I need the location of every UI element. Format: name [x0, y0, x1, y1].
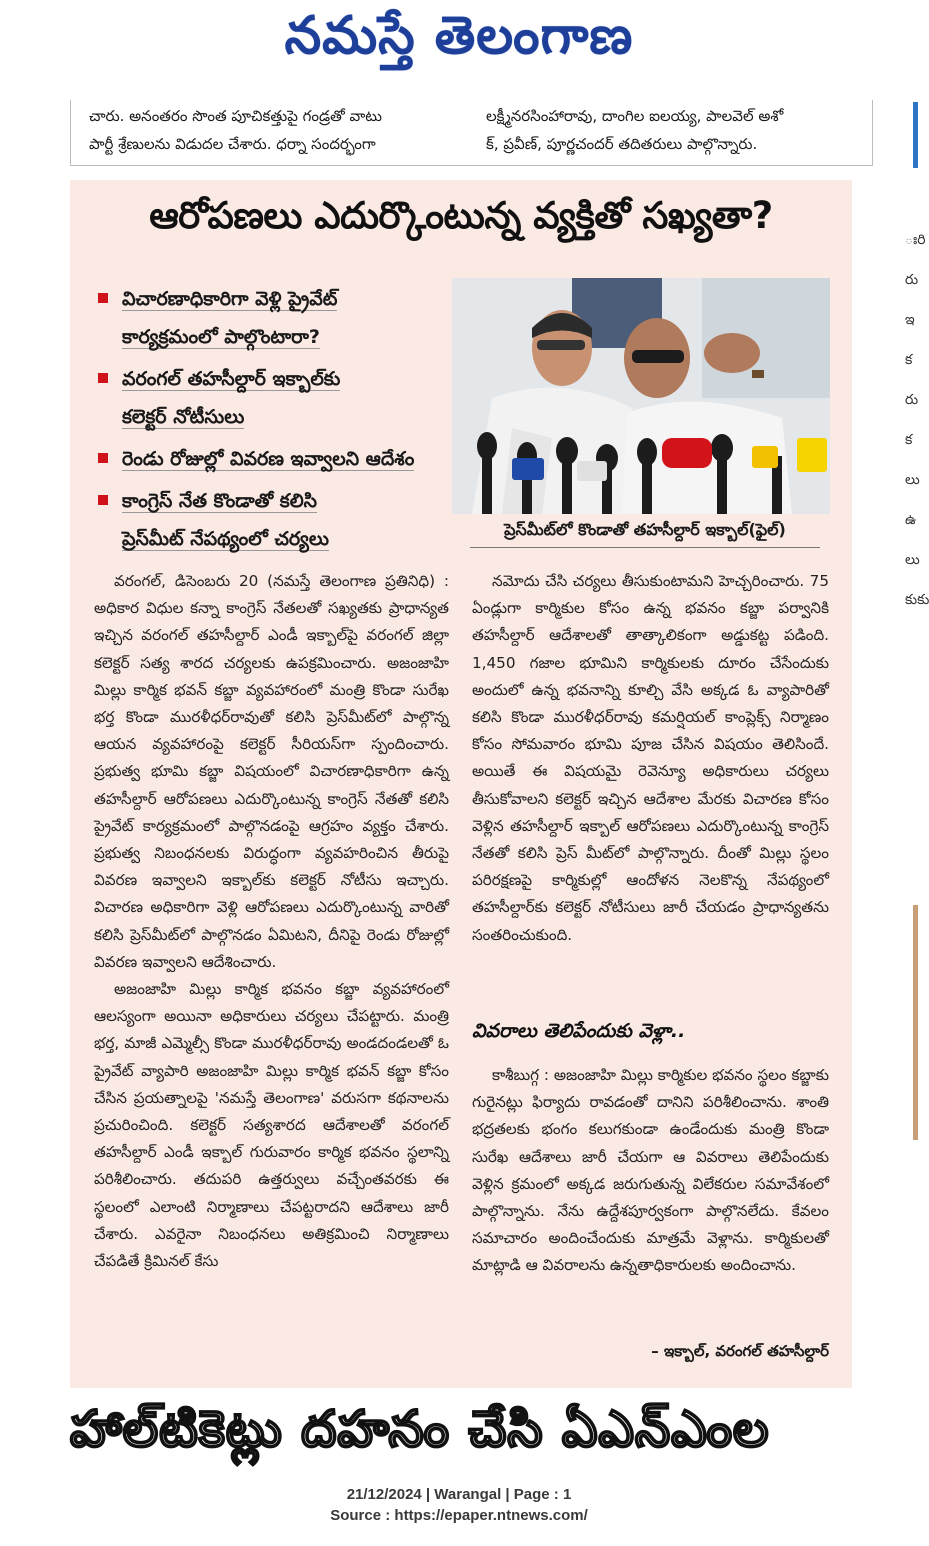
adjacent-photo-edge — [913, 905, 918, 1140]
previous-story-line: లక్ష్మీనరసింహారావు, దాంగిల ఐలయ్య, పాలవెల్ అశో — [486, 107, 784, 125]
photo-caption: ప్రెస్‌మీట్‌లో కొండాతో తహసీల్దార్ ఇక్బాల్(ఫైల్) — [470, 520, 820, 548]
article-body-left-column — [94, 568, 449, 1275]
bullet-square-icon — [98, 495, 108, 505]
page-footer — [0, 1484, 918, 1526]
highlight-line: విచారణాధికారిగా వెళ్లి ప్రైవేట్ — [122, 288, 338, 310]
article-paragraph: వరంగల్, డిసెంబరు 20 (నమస్తే తెలంగాణ ప్రతినిధి) : అధికార విధుల కన్నా కాంగ్రెస్ నేతలతో సఖ్యతకు ప్రాధాన్యత ఇచ్చిన వరంగల్ తహసీల్దార్ ఎండీ ఇక్బాల్‌పై వరంగల్ జిల్లా కలెక్టర్ సత్య శారద చర్యలకు ఉపక్రమించారు. అజంజాహి మిల్లు కార్మిక భవన్ కబ్జా వ్యవహారంలో మంత్రి కొండా సురేఖ భర్త కొండా మురళీధర్‌రావుతో కలిసి ప్రెస్‌మీట్‌లో పాల్గొన్న ఆయన వ్యవహారంపై కలెక్టర్ సీరియస్‌గా స్పందించారు. ప్రభుత్వ భూమి కబ్జా విషయంలో విచారణాధికారిగా ఉన్న తహసీల్దార్ ఆరోపణలు ఎదుర్కొంటున్న కాంగ్రెస్ నేతతో కలిసి ప్రైవేట్ కార్యక్రమంలో పాల్గొనడంపై ఆగ్రహం వ్యక్తం చేశారు. ప్రభుత్వ నిబంధనలకు విరుద్ధంగా వ్యవహరించిన తీరుపై వివరణ ఇవ్వాలని ఇక్బాల్‌కు కలెక్టర్ నోటీసు ఇచ్చారు. విచారణ అధికారిగా వెళ్లి ఆరోపణలు ఎదుర్కొంటున్న వారితో కలిసి ప్రెస్‌మీట్‌లో పాల్గొనడం ఏమిటని, దీనిపై రెండు రోజుల్లో వివరణ ఇవ్వాలని ఆదేశించారు. — [94, 572, 449, 971]
source-link[interactable]: Source : https://epaper.ntnews.com/ — [330, 1507, 588, 1524]
edition-info: 21/12/2024 | Warangal | Page : 1 — [346, 1486, 572, 1503]
highlight-line: రెండు రోజుల్లో వివరణ ఇవ్వాలని ఆదేశం — [122, 448, 415, 470]
highlight-item — [94, 280, 459, 356]
article-headline: ఆరోపణలు ఎదుర్కొంటున్న వ్యక్తితో సఖ్యతా? — [149, 194, 773, 237]
highlight-line: కలెక్టర్ నోటీసులు — [122, 406, 245, 428]
bullet-square-icon — [98, 293, 108, 303]
previous-story-right-column — [486, 102, 866, 158]
highlight-item — [94, 360, 459, 436]
adjacent-column-edge — [905, 100, 929, 1400]
article-highlights — [94, 280, 459, 562]
highlight-item — [94, 482, 459, 558]
sidebar-paragraph: కాశీబుగ్గ : అజంజాహి మిల్లు కార్మికుల భవనం స్థలం కబ్జాకు గురైనట్లు ఫిర్యాదు రావడంతో దానిని పరిశీలించాను. శాంతి భద్రతలకు భంగం కలుగకుండా ఉండేందుకు మంత్రి కొండా సురేఖ ఆదేశాలు జారీ చేయగా ఆ వివరాలు తెలిపేందుకు వెళ్లిన క్రమంలో అక్కడ జరుగుతున్న విలేకరుల సమావేశంలో పాల్గొన్నాను. నేను ఉద్దేశపూర్వకంగా పాల్గొనలేదు. కేవలం సమాచారం అందించేందుకు మాత్రమే వెళ్లాను. కార్మికులతో మాట్లాడి ఆ వివరాలను ఉన్నతాధికారులకు అందించాను. — [472, 1066, 829, 1275]
masthead-title: నమస్తే తెలంగాణ — [284, 6, 634, 66]
highlight-line: కాంగ్రెస్ నేత కొండాతో కలిసి — [122, 490, 317, 512]
highlight-line: ప్రెస్‌మీట్ నేపథ్యంలో చర్యలు — [122, 528, 329, 550]
sidebar-attribution: – ఇక్బాల్, వరంగల్ తహసీల్దార్ — [651, 1342, 829, 1360]
previous-story-line: పార్టీ శ్రేణులను విడుదల చేశారు. ధర్నా సందర్భంగా — [89, 135, 376, 153]
previous-story-line: క్, ప్రవీణ్, పూర్ణచందర్ తదితరులు పాల్గొన్నారు. — [486, 135, 758, 153]
article-paragraph: అజంజాహి మిల్లు కార్మిక భవనం కబ్జా వ్యవహారంలో ఆలస్యంగా అయినా అధికారులు చర్యలు చేపట్టారు. మంత్రి భర్త, మాజీ ఎమ్మెల్సీ కొండా మురళీధర్‌రావు అండదండలతో ఓ ప్రైవేట్ వ్యాపారి అజంజాహి మిల్లు కార్మిక భవన్ కబ్జా కోసం చేసిన ప్రయత్నాలపై 'నమస్తే తెలంగాణ' వరుసగా కథనాలను ప్రచురించింది. కలెక్టర్ సత్యశారద ఆదేశాలతో వరంగల్ తహసీల్దార్ ఎండీ ఇక్బాల్ గురువారం కార్మిక భవనం స్థలాన్ని పరిశీలించారు. తదుపరి ఉత్తర్వులు వచ్చేంతవరకు ఈ స్థలంలో ఎలాంటి నిర్మాణాలు చేపట్టరాదని ఆదేశాలు జారీ చేశారు. ఎవరైనా నిబంధనలు అతిక్రమించి నిర్మాణాలు చేపడితే క్రిమినల్ కేసు — [94, 980, 449, 1271]
press-meet-illustration — [452, 278, 830, 514]
adjacent-column-text: ఃరిరుఇకరుకలుఉలుకుకు — [905, 232, 929, 608]
previous-story-left-column — [89, 102, 469, 158]
highlight-item — [94, 440, 459, 478]
highlight-line: వరంగల్ తహసీల్దార్ ఇక్బాల్‌కు — [122, 368, 341, 390]
article-paragraph: నమోదు చేసి చర్యలు తీసుకుంటామని హెచ్చరించారు. 75 ఏండ్లుగా కార్మికుల కోసం ఉన్న భవనం కబ్జా పర్వానికి తహసీల్దార్ ఆదేశాలతో తాత్కాలికంగా అడ్డుకట్ట పడింది. 1,450 గజాల భూమిని కార్మికులకు దూరం చేసేందుకు అందులో ఉన్న భవనాన్ని కూల్చి వేసి అక్కడ ఓ వ్యాపారితో కలిసి కొండా మురళీధర్‌రావు కమర్షియల్ కాంప్లెక్స్ నిర్మాణం కోసం సోమవారం భూమి పూజ చేసిన విషయం తెలిసిందే. అయితే ఈ విషయమై రెవెన్యూ అధికారులు చర్యలు తీసుకోవాలని కలెక్టర్ ఇచ్చిన ఆదేశాల మేరకు విచారణ కోసం వెళ్లిన తహసీల్దార్ ఇక్బాల్ ఆరోపణలు ఎదుర్కొంటున్న కాంగ్రెస్ నేతతో కలిసి ప్రెస్ మీట్‌లో పాల్గొన్నారు. దీంతో మిల్లు స్థలం పరిరక్షణపై కార్మికుల్లో ఆందోళన నెలకొన్న నేపథ్యంలో తహసీల్దార్‌కు కలెక్టర్ నోటీసులు జారీ చేయడం ప్రాధాన్యతను సంతరించుకుంది. — [472, 572, 829, 944]
next-story-headline: హాల్‌టికెట్లు దహనం చేసి ఏఎన్‌ఎంల — [70, 1400, 770, 1458]
bullet-square-icon — [98, 453, 108, 463]
adjacent-color-bar — [913, 102, 918, 168]
masthead — [0, 0, 918, 100]
article — [70, 180, 852, 1388]
previous-story-fragment — [70, 100, 873, 166]
previous-story-line: చారు. అనంతరం సొంత పూచికత్తుపై గండ్రతో వాటు — [89, 107, 382, 125]
article-body-right-column — [472, 568, 829, 949]
highlight-line: కార్యక్రమంలో పాల్గొంటారా? — [122, 326, 320, 348]
press-meet-photo — [452, 278, 830, 514]
sidebar-quote — [472, 1062, 829, 1280]
sidebar-heading: వివరాలు తెలిపేందుకు వెళ్లా.. — [472, 1020, 686, 1042]
bullet-square-icon — [98, 373, 108, 383]
